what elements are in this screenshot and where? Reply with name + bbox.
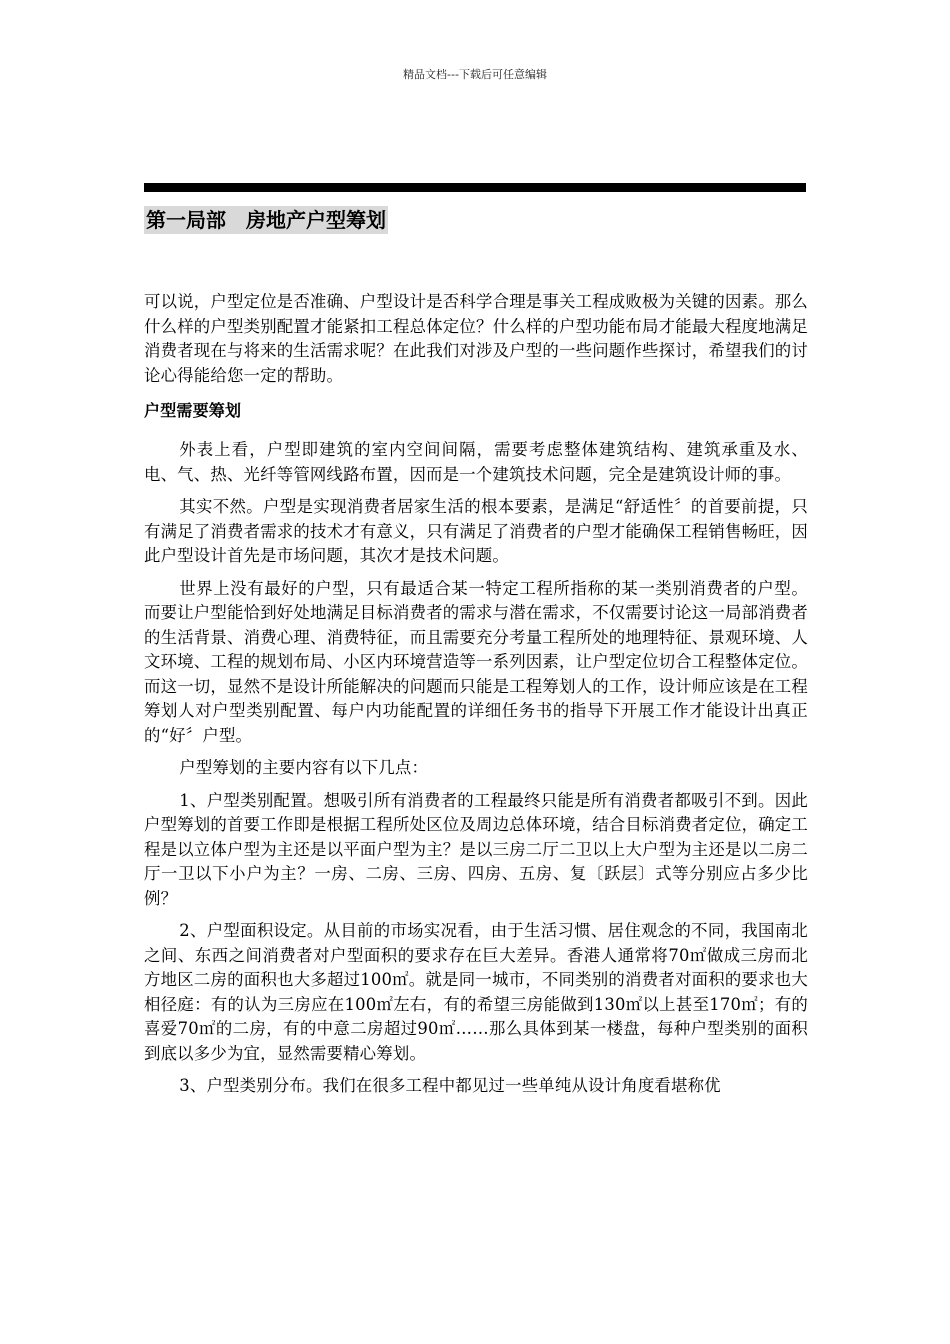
- body-paragraph-6: 2、户型面积设定。从目前的市场实况看，由于生活习惯、居住观念的不同，我国南北之间、东西之间消费者对户型面积的要求存在巨大差异。香港人通常将70㎡做成三房而北方地区二房的面积也大多超过100㎡。就是同一城市，不同类别的消费者对面积的要求也大相径庭：有的认为三房应在100㎡左右，有的希望三房能做到130㎡以上甚至170㎡；有的喜爱70㎡的二房，有的中意二房超过90㎡……那么具体到某一楼盘，每种户型类别的面积到底以多少为宜，显然需要精心筹划。: [144, 921, 808, 1063]
- body-paragraph-4: 户型筹划的主要内容有以下几点：: [179, 758, 429, 777]
- heading-rule: [144, 183, 806, 192]
- intro-paragraph: 可以说，户型定位是否准确、户型设计是否科学合理是事关工程成败极为关键的因素。那么什么样的户型类别配置才能紧扣工程总体定位？什么样的户型功能布局才能最大程度地满足消费者现在与将来的生活需求呢？在此我们对涉及户型的一些问题作些探讨，希望我们的讨论心得能给您一定的帮助。: [144, 292, 808, 385]
- body-paragraph-5: 1、户型类别配置。想吸引所有消费者的工程最终只能是所有消费者都吸引不到。因此户型筹划的首要工作即是根据工程所处区位及周边总体环境，结合目标消费者定位，确定工程是以立体户型为主还是以平面户型为主？是以三房二厅二卫以上大户型为主还是以二房二厅一卫以下小户为主？一房、二房、三房、四房、五房、复〔跃层〕式等分别应占多少比例？: [144, 790, 808, 908]
- body-content: [144, 290, 808, 1107]
- header-watermark: 精品文档---下载后可任意编辑: [403, 68, 547, 81]
- body-paragraph-1: 外表上看，户型即建筑的室内空间间隔，需要考虑整体建筑结构、建筑承重及水、电、气、热、光纤等管网线路布置，因而是一个建筑技术问题，完全是建筑设计师的事。: [144, 440, 808, 484]
- body-paragraph-2: 其实不然。户型是实现消费者居家生活的根本要素，是满足“舒适性〞的首要前提，只有满足了消费者需求的技术才有意义，只有满足了消费者的户型才能确保工程销售畅旺，因此户型设计首先是市场问题，其次才是技术问题。: [144, 497, 808, 565]
- section-heading: 第一局部 房地产户型筹划: [146, 208, 386, 232]
- body-paragraph-3: 世界上没有最好的户型，只有最适合某一特定工程所指称的某一类别消费者的户型。而要让户型能恰到好处地满足目标消费者的需求与潜在需求，不仅需要讨论这一局部消费者的生活背景、消费心理、消费特征，而且需要充分考量工程所处的地理特征、景观环境、人文环境、工程的规划布局、小区内环境营造等一系列因素，让户型定位切合工程整体定位。而这一切，显然不是设计所能解决的问题而只能是工程筹划人的工作，设计师应该是在工程筹划人对户型类别配置、每户内功能配置的详细任务书的指导下开展工作才能设计出真正的“好〞户型。: [144, 578, 808, 745]
- subheading: 户型需要筹划: [144, 401, 242, 420]
- body-paragraph-7: 3、户型类别分布。我们在很多工程中都见过一些单纯从设计角度看堪称优: [179, 1076, 721, 1095]
